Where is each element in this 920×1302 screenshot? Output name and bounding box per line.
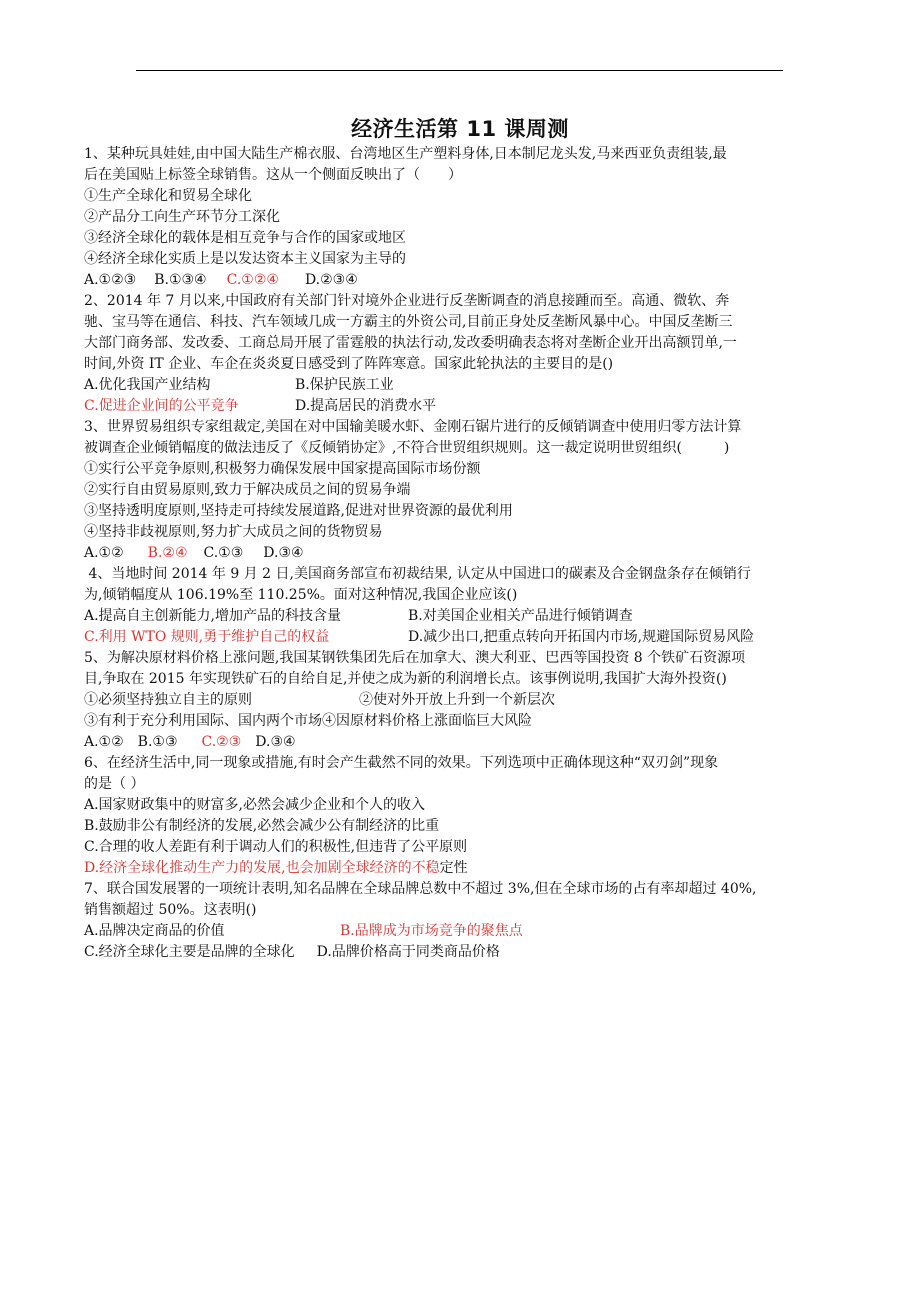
q1-option-c-answer: C.①②④: [226, 272, 279, 288]
q5-option-c-answer: C.②③: [201, 734, 242, 750]
q7-option-b-answer: B.品牌成为市场竞争的聚焦点: [340, 923, 523, 939]
q3-option-d: D.③④: [263, 545, 304, 561]
q7-options-row-1: [84, 921, 854, 942]
q2-options-row-1: [84, 375, 854, 396]
q4-option-d: D.减少出口,把重点转向开拓国内市场,规避国际贸易风险: [408, 629, 755, 645]
q5-statement: ②使对外开放上升到一个新层次: [359, 692, 555, 708]
q4-options-row-1: [84, 606, 854, 627]
question-3: [84, 417, 854, 564]
q5-statement: ①必须坚持独立自主的原则: [84, 692, 252, 708]
q6-option-c: C.合理的收人差距有利于调动人们的积极性,但违背了公平原则: [84, 839, 468, 855]
q1-statement: ③经济全球化的载体是相互竞争与合作的国家或地区: [84, 230, 406, 246]
q2-stem-line: 2、2014 年 7 月以来,中国政府有关部门针对境外企业进行反垄断调查的消息接踵而至。高通、微软、奔: [84, 293, 730, 309]
q7-option-c: C.经济全球化主要是品牌的全球化: [84, 944, 295, 960]
q7-option-a: A.品牌决定商品的价值: [84, 923, 225, 939]
q4-options-row-2: [84, 627, 854, 648]
q6-stem-line: 的是（ ）: [84, 776, 145, 792]
q5-stem-line: 5、为解决原材料价格上涨问题,我国某钢铁集团先后在加拿大、澳大利亚、巴西等国投资 8 个铁矿石资源项: [84, 650, 746, 666]
question-5: [84, 648, 854, 753]
q7-options-row-2: [84, 942, 854, 963]
q4-stem-line: 为,倾销幅度从 106.19%至 110.25%。面对这种情况,我国企业应该(): [84, 587, 518, 603]
q1-option-d: D.②③④: [304, 272, 358, 288]
question-7: [84, 879, 854, 963]
q5-statements-row-2: [84, 711, 854, 732]
quiz-body: [84, 144, 854, 963]
q5-stem-line: 目,争取在 2015 年实现铁矿石的自给自足,并使之成为新的利润增长点。该事例说明,我国扩大海外投资(): [84, 671, 727, 687]
q3-statement: ③坚持透明度原则,坚持走可持续发展道路,促进对世界资源的最优利用: [84, 503, 513, 519]
q7-stem-line: 销售额超过 50%。这表明(): [84, 902, 257, 918]
question-2: [84, 291, 854, 417]
q7-stem-line: 7、联合国发展署的一项统计表明,知名品牌在全球品牌总数中不超过 3%,但在全球市场的占有率却超过 40%,: [84, 881, 757, 897]
q5-statement: ④因原材料价格上涨面临巨大风险: [322, 713, 532, 729]
q5-statement: ③有利于充分利用国际、国内两个市场: [84, 713, 322, 729]
q4-option-b: B.对美国企业相关产品进行倾销调查: [408, 608, 633, 624]
q5-option-d: D.③④: [255, 734, 296, 750]
q4-option-c-answer: C.利用 WTO 规则,勇于维护自己的权益: [84, 629, 330, 645]
q1-option-a: A.①②③: [84, 272, 151, 288]
question-4: [84, 564, 854, 648]
q5-option-a: A.①②: [84, 734, 124, 750]
q6-option-a: A.国家财政集中的财富多,必然会减少企业和个人的收入: [84, 797, 426, 813]
q3-statement: ④坚持非歧视原则,努力扩大成员之间的货物贸易: [84, 524, 383, 540]
q1-stem-line: 后在美国贴上标签全球销售。这从一个侧面反映出了（ ）: [84, 167, 462, 183]
q6-option-b: B.鼓励非公有制经济的发展,必然会减少公有制经济的比重: [84, 818, 440, 834]
q6-option-d-tail: 定性: [439, 860, 468, 876]
q6-option-d-highlight: D.经济全球化推动生产力的发展,也会加剧全球经济的不稳: [84, 860, 440, 876]
q7-option-d: D.品牌价格高于同类商品价格: [316, 944, 500, 960]
q6-option-d-answer: [84, 858, 854, 879]
q1-statement: ②产品分工向生产环节分工深化: [84, 209, 280, 225]
q5-options: [84, 732, 854, 753]
q2-option-b: B.保护民族工业: [295, 377, 394, 393]
q2-option-c-answer: C.促进企业间的公平竞争: [84, 398, 239, 414]
q1-statement: ④经济全球化实质上是以发达资本主义国家为主导的: [84, 251, 406, 267]
q4-stem-line: 4、当地时间 2014 年 9 月 2 日,美国商务部宣布初裁结果, 认定从中国进口的碳素及合金钢盘条存在倾销行: [84, 566, 751, 582]
q3-options: [84, 543, 854, 564]
q3-statement: ①实行公平竞争原则,积极努力确保发展中国家提高国际市场份额: [84, 461, 481, 477]
q3-stem-line: 3、世界贸易组织专家组裁定,美国在对中国输美暖水虾、金刚石锯片进行的反倾销调查中使用归零方法计算: [84, 419, 742, 435]
q3-stem-line: 被调查企业倾销幅度的做法违反了《反倾销协定》,不符合世贸组织规则。这一裁定说明世贸组织( ): [84, 440, 730, 456]
q2-stem-line: 时间,外资 IT 企业、车企在炎炎夏日感受到了阵阵寒意。国家此轮执法的主要目的是(): [84, 356, 614, 372]
header-rule: [136, 70, 783, 71]
q2-stem-line: 大部门商务部、发改委、工商总局开展了雷霆般的执法行动,发改委明确表态将对垄断企业开出高额罚单,一: [84, 335, 737, 351]
q3-option-a: A.①②: [84, 545, 124, 561]
question-6: [84, 753, 854, 879]
q5-option-b: B.①③: [137, 734, 178, 750]
page-title: 经济生活第 11 课周测: [351, 117, 569, 141]
q3-option-c: C.①③: [203, 545, 244, 561]
q2-stem-line: 驰、宝马等在通信、科技、汽车领域几成一方霸主的外资公司,目前正身处反垄断风暴中心。中国反垄断三: [84, 314, 733, 330]
q1-options: [84, 270, 854, 291]
q3-statement: ②实行自由贸易原则,致力于解决成员之间的贸易争端: [84, 482, 411, 498]
q2-option-a: A.优化我国产业结构: [84, 377, 211, 393]
q1-statement: ①生产全球化和贸易全球化: [84, 188, 252, 204]
q2-option-d: D.提高居民的消费水平: [295, 398, 437, 414]
question-1: [84, 144, 854, 291]
q5-statements-row-1: [84, 690, 854, 711]
q4-option-a: A.提高自主创新能力,增加产品的科技含量: [84, 608, 342, 624]
q1-stem-line: 1、某种玩具娃娃,由中国大陆生产棉衣服、台湾地区生产塑料身体,日本制尼龙头发,马来西亚负责组装,最: [84, 146, 727, 162]
q6-stem-line: 6、在经济生活中,同一现象或措施,有时会产生截然不同的效果。下列选项中正确体现这种“双刃剑”现象: [84, 755, 719, 771]
q3-option-b-answer: B.②④: [147, 545, 188, 561]
q1-option-b: B.①③④: [154, 272, 221, 288]
q2-options-row-2: [84, 396, 854, 417]
